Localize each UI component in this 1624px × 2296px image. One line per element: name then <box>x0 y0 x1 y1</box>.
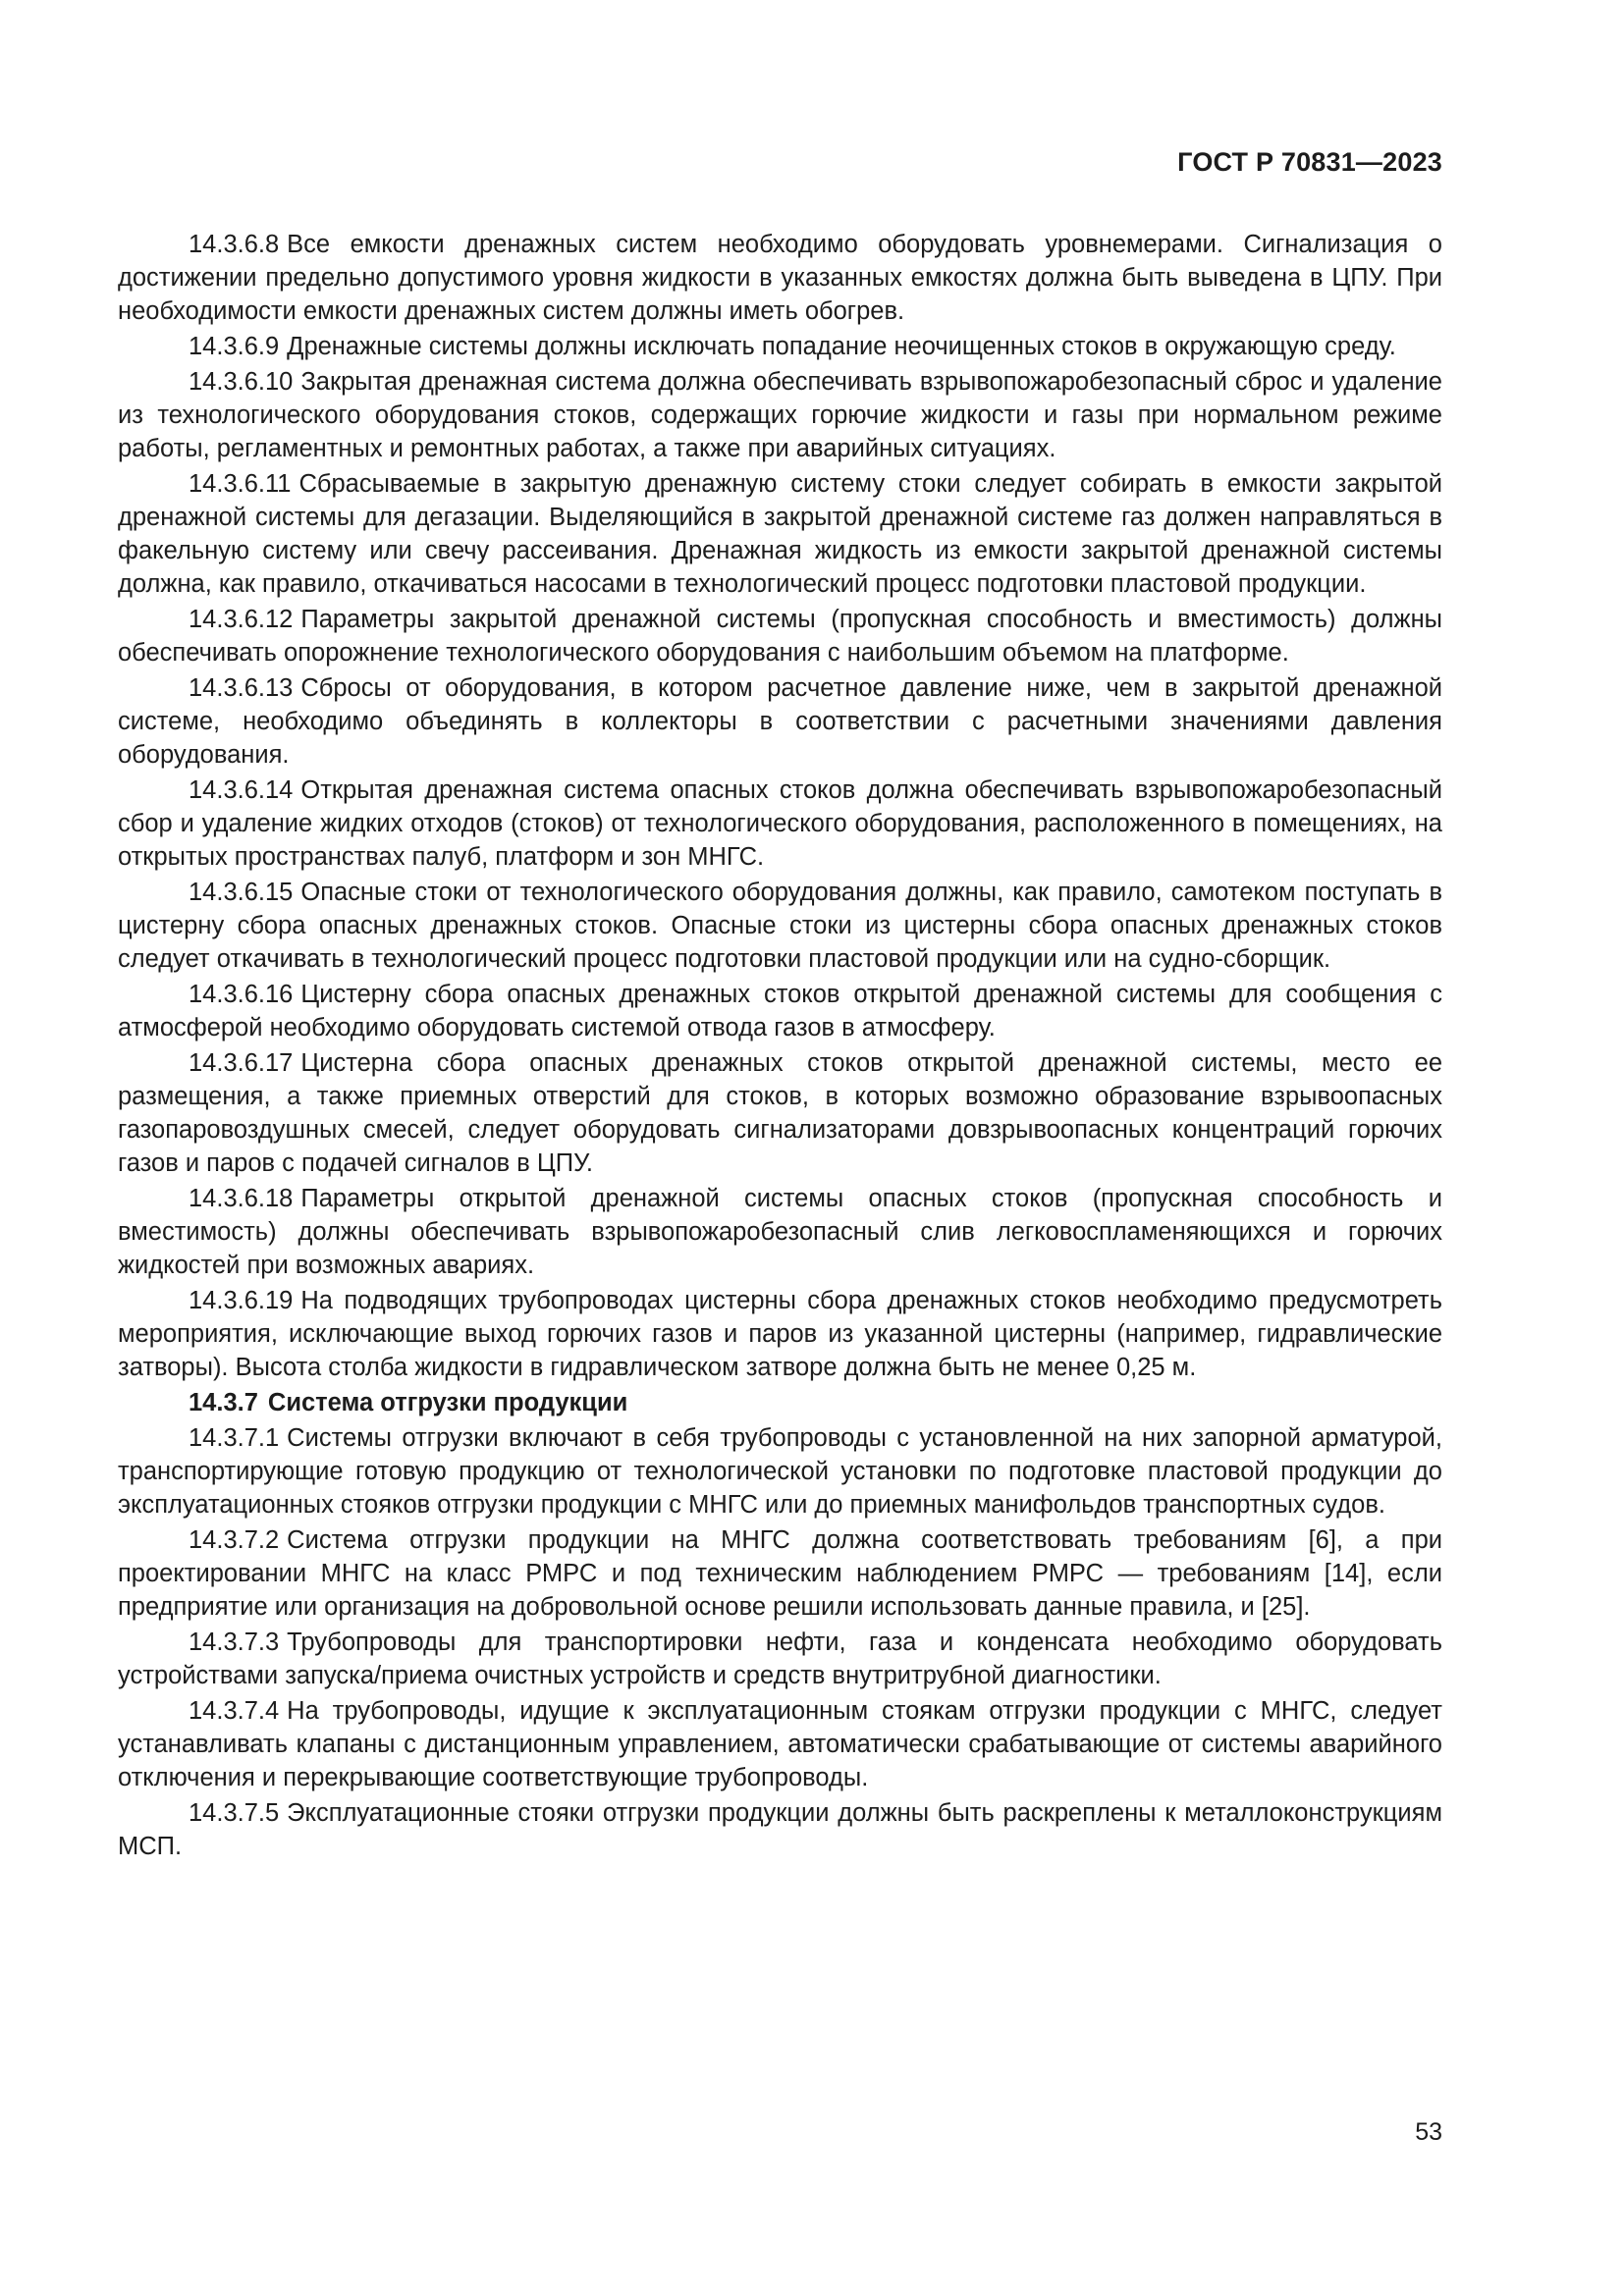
section-title: Система отгрузки продукции <box>267 1389 628 1416</box>
clause-text: Открытая дренажная система опасных стоков должна обеспечивать взрывопожаробезопасный сбор и удаление жидких отходов (стоков) от технологического оборудования, расположенного в помещениях, на открытых пространствах палуб, платформ и зон МНГС. <box>118 776 1442 871</box>
clause-text: Трубопроводы для транспортировки нефти, газа и конденсата необходимо оборудовать устройствами запуска/приема очистных устройств и средств внутритрубной диагностики. <box>118 1629 1442 1689</box>
page-number: 53 <box>1415 2118 1442 2146</box>
clause-number: 14.3.7.1 <box>189 1424 280 1452</box>
paragraph-14-3-6-11 <box>118 467 1442 601</box>
clause-text: На трубопроводы, идущие к эксплуатационным стоякам отгрузки продукции с МНГС, следует устанавливать клапаны с дистанционным управлением, автоматически срабатывающие от системы аварийного отключения и перекрывающие соответствующие трубопроводы. <box>118 1697 1442 1791</box>
paragraph-14-3-7-5 <box>118 1796 1442 1863</box>
clause-text: Эксплуатационные стояки отгрузки продукции должны быть раскреплены к металлоконструкциям МСП. <box>118 1799 1442 1860</box>
paragraph-14-3-7-3 <box>118 1626 1442 1692</box>
section-number: 14.3.7 <box>189 1389 258 1416</box>
section-heading-14-3-7 <box>118 1386 1442 1419</box>
clause-text: Дренажные системы должны исключать попадание неочищенных стоков в окружающую среду. <box>287 333 1396 360</box>
paragraph-14-3-7-4 <box>118 1694 1442 1794</box>
paragraph-14-3-6-9 <box>118 330 1442 363</box>
paragraph-14-3-6-17 <box>118 1046 1442 1180</box>
paragraph-14-3-6-19 <box>118 1284 1442 1384</box>
clause-text: Параметры закрытой дренажной системы (пропускная способность и вместимость) должны обеспечивать опорожнение технологического оборудования с наибольшим объемом на платформе. <box>118 606 1442 667</box>
clause-number: 14.3.6.8 <box>189 231 280 258</box>
clause-number: 14.3.7.2 <box>189 1526 280 1554</box>
clause-number: 14.3.6.15 <box>189 879 294 906</box>
clause-number: 14.3.6.14 <box>189 776 294 804</box>
clause-text: Цистерну сбора опасных дренажных стоков открытой дренажной системы для сообщения с атмосферой необходимо оборудовать системой отвода газов в атмосферу. <box>118 981 1442 1041</box>
clause-number: 14.3.7.4 <box>189 1697 280 1725</box>
clause-number: 14.3.6.13 <box>189 674 294 702</box>
clause-number: 14.3.6.9 <box>189 333 280 360</box>
clause-number: 14.3.7.3 <box>189 1629 280 1656</box>
clause-number: 14.3.7.5 <box>189 1799 280 1827</box>
clause-number: 14.3.6.17 <box>189 1049 294 1077</box>
paragraph-14-3-6-10 <box>118 365 1442 465</box>
paragraph-14-3-6-16 <box>118 978 1442 1044</box>
clause-text: Сбрасываемые в закрытую дренажную систему стоки следует собирать в емкости закрытой дренажной системы для дегазации. Выделяющийся в закрытой дренажной системе газ должен направляться в факельную систему или свечу рассеивания. Дренажная жидкость из емкости закрытой дренажной системы должна, как правило, откачиваться насосами в технологический процесс подготовки пластовой продукции. <box>118 470 1442 598</box>
clause-text: Параметры открытой дренажной системы опасных стоков (пропускная способность и вместимость) должны обеспечивать взрывопожаробезопасный слив легковоспламеняющихся и горючих жидкостей при возможных авариях. <box>118 1185 1442 1279</box>
document-standard-header: ГОСТ Р 70831—2023 <box>1177 147 1442 177</box>
paragraph-14-3-6-14 <box>118 774 1442 874</box>
clause-text: Опасные стоки от технологического оборудования должны, как правило, самотеком поступать в цистерну сбора опасных дренажных стоков. Опасные стоки из цистерны сбора опасных дренажных стоков следует откачивать в технологический процесс подготовки пластовой продукции или на судно-сборщик. <box>118 879 1442 973</box>
clause-number: 14.3.6.18 <box>189 1185 294 1212</box>
clause-number: 14.3.6.19 <box>189 1287 294 1314</box>
clause-number: 14.3.6.16 <box>189 981 294 1008</box>
paragraph-14-3-6-12 <box>118 603 1442 669</box>
paragraph-14-3-6-13 <box>118 671 1442 772</box>
clause-text: Цистерна сбора опасных дренажных стоков открытой дренажной системы, место ее размещения, а также приемных отверстий для стоков, в которых возможно образование взрывоопасных газопаровоздушных смесей, следует оборудовать сигнализаторами довзрывоопасных концентраций горючих газов и паров с подачей сигналов в ЦПУ. <box>118 1049 1442 1177</box>
clause-number: 14.3.6.11 <box>189 470 292 498</box>
clause-text: Сбросы от оборудования, в котором расчетное давление ниже, чем в закрытой дренажной системе, необходимо объединять в коллекторы в соответствии с расчетными значениями давления оборудования. <box>118 674 1442 769</box>
clause-text: Системы отгрузки включают в себя трубопроводы с установленной на них запорной арматурой, транспортирующие готовую продукцию от технологической установки по подготовке пластовой продукции до эксплуатационных стояков отгрузки продукции с МНГС или до приемных манифольдов транспортных судов. <box>118 1424 1442 1519</box>
document-body <box>118 228 1442 1865</box>
paragraph-14-3-6-15 <box>118 876 1442 976</box>
clause-text: На подводящих трубопроводах цистерны сбора дренажных стоков необходимо предусмотреть мероприятия, исключающие выход горючих газов и паров из указанной цистерны (например, гидравлические затворы). Высота столба жидкости в гидравлическом затворе должна быть не менее 0,25 м. <box>118 1287 1442 1381</box>
clause-text: Все емкости дренажных систем необходимо оборудовать уровнемерами. Сигнализация о достижении предельно допустимого уровня жидкости в указанных емкостях должна быть выведена в ЦПУ. При необходимости емкости дренажных систем должны иметь обогрев. <box>118 231 1442 325</box>
paragraph-14-3-7-1 <box>118 1421 1442 1522</box>
clause-number: 14.3.6.10 <box>189 368 294 396</box>
paragraph-14-3-6-8 <box>118 228 1442 328</box>
paragraph-14-3-6-18 <box>118 1182 1442 1282</box>
clause-text: Закрытая дренажная система должна обеспечивать взрывопожаробезопасный сброс и удаление из технологического оборудования стоков, содержащих горючие жидкости и газы при нормальном режиме работы, регламентных и ремонтных работах, а также при аварийных ситуациях. <box>118 368 1442 462</box>
clause-number: 14.3.6.12 <box>189 606 294 633</box>
paragraph-14-3-7-2 <box>118 1523 1442 1624</box>
clause-text: Система отгрузки продукции на МНГС должна соответствовать требованиям [6], а при проектировании МНГС на класс РМРС и под техническим наблюдением РМРС — требованиям [14], если предприятие или организация на добровольной основе решили использовать данные правила, и [25]. <box>118 1526 1442 1621</box>
